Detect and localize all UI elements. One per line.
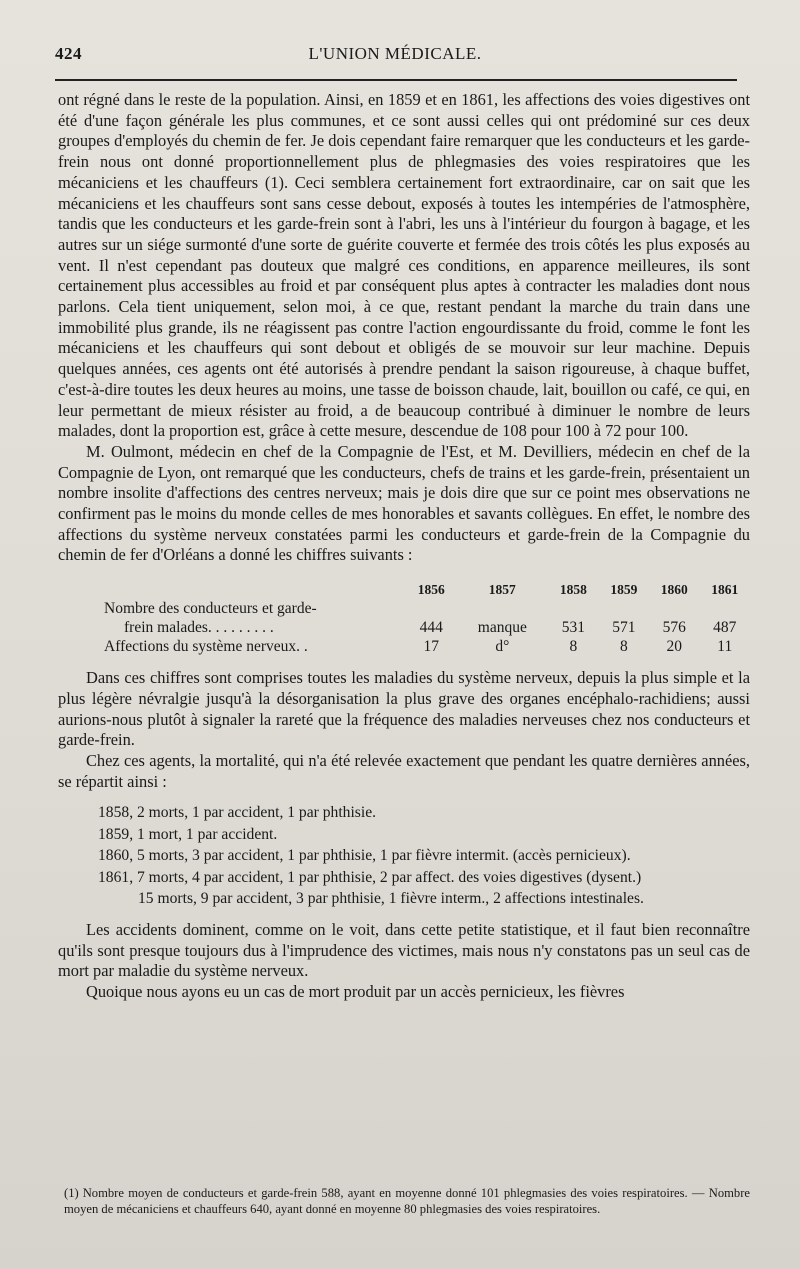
paragraph-6: Quoique nous ayons eu un cas de mort produit par un accès pernicieux, les fièvres [86, 982, 625, 1001]
mortality-total: 15 morts, 9 par accident, 3 par phthisie, 1 fièvre interm., 2 affections intestinales. [138, 890, 644, 908]
year-header: 1856 [417, 582, 445, 598]
footnote-text: Nombre moyen de conducteurs et garde-frein 588, ayant en moyenne donné 101 phlegmasies des voies respiratoires. — Nombre moyen de mécaniciens et chauffeurs 640, ayant donné en moyenne 80 phlegmasies des voies respiratoires. [64, 1186, 750, 1216]
paragraph-1: ont régné dans le reste de la population. Ainsi, en 1859 et en 1861, les affections des voies digestives ont été d'une façon générale les plus communes, et ce sont aussi celles qui ont prédominé sur ces deux groupes d'employés du chemin de fer. Je dois cependant faire remarquer que les conducteurs et les garde-frein nous ont donné proportionnellement plus de phlegmasies des voies respiratoires que les mécaniciens et les chauffeurs (1). Ceci semblera certainement fort extraordinaire, car on sait que les mécaniciens et les chauffeurs sont sans cesse debout, exposés à toutes les intempéries de l'atmosphère, tandis que les conducteurs et les garde-frein sont à l'abri, les uns à l'intérieur du fourgon à bagage, et les autres sur un siége surmonté d'une sorte de guérite couverte et fermée des trois côtés les plus exposés au vent. Il n'est cependant pas douteux que malgré ces conditions, en apparence meilleures, ils sont certainement plus accessibles au froid et par conséquent plus aptes à contracter les maladies dont nous parlons. Cela tient uniquement, selon moi, à ce que, restant pendant la marche du train dans une immobilité plus grande, ils ne réagissent pas contre l'action engourdissante du froid, comme le font les mécaniciens et les chauffeurs qui sont debout et obligés de se mouvoir sur leur machine. Depuis quelques années, ces agents ont été autorisés à prendre pendant la saison rigoureuse, à chaque buffet, c'est-à-dire toutes les deux heures au moins, une tasse de boisson chaude, lait, bouillon ou café, ce qui, en leur permettant de mieux résister au froid, a de beaucoup contribué à diminuer le nombre de leurs malades, dont la proportion est, grâce à cette mesure, descendue de 108 pour 100 à 72 pour 100. [58, 90, 750, 441]
table-row [58, 637, 750, 656]
table-header-row [58, 580, 750, 599]
row-label: Nombre des conducteurs et garde- [104, 600, 317, 618]
table-cell: 571 [612, 619, 636, 637]
table-row [58, 599, 750, 618]
page-number: 424 [55, 44, 82, 63]
list-item: 1860, 5 morts, 3 par accident, 1 par phthisie, 1 par fièvre intermit. (accès pernicieux). [98, 847, 631, 865]
running-title: L'UNION MÉDICALE. [308, 44, 482, 63]
list-item: 1861, 7 morts, 4 par accident, 1 par phthisie, 2 par affect. des voies digestives (dysent.) [98, 868, 642, 886]
year-header: 1861 [711, 582, 739, 598]
table-cell: 11 [717, 638, 733, 656]
table-cell: 8 [569, 638, 578, 656]
list-item: 1858, 2 morts, 1 par accident, 1 par phthisie. [98, 804, 377, 822]
table-cell: manque [477, 619, 527, 637]
list-item: 1859, 1 mort, 1 par accident. [98, 825, 278, 843]
nervous-affections-table [58, 580, 750, 656]
table-cell: 17 [423, 638, 439, 656]
year-header: 1859 [610, 582, 638, 598]
row-label: frein malades. . . . . . . . . [124, 619, 274, 637]
table-row [58, 618, 750, 637]
paragraph-2: M. Oulmont, médecin en chef de la Compagnie de l'Est, et M. Devilliers, médecin en chef de la Compagnie de Lyon, ont remarqué que les conducteurs, chefs de trains et les garde-frein, présentaient un nombre insolite d'affections des centres nerveux; mais je dois dire que sur ce point mes observations ne confirment pas le moins du monde celles de mes honorables et savants collègues. En effet, le nombre des affections du système nerveux constatées parmi les conducteurs et garde-frein de la Compagnie du chemin de fer d'Orléans a donné les chiffres suivants : [58, 441, 750, 565]
table-cell: 576 [662, 619, 686, 637]
year-header: 1858 [559, 582, 587, 598]
table-cell: 20 [666, 638, 683, 656]
body-text [58, 90, 750, 1003]
footnote [64, 1186, 750, 1217]
paragraph-5: Les accidents dominent, comme on le voit, dans cette petite statistique, et il faut bien reconnaître qu'ils sont presque toujours dus à l'imprudence des victimes, mais nous n'y constatons pas un seul cas de mort par maladie du système nerveux. [58, 919, 750, 981]
row-label: Affections du système nerveux. . [104, 638, 308, 656]
table-cell: 8 [619, 638, 628, 656]
footnote-mark: (1) [64, 1186, 79, 1200]
table-cell: 531 [561, 619, 585, 637]
mortality-list [58, 802, 750, 910]
table-cell: 444 [419, 619, 443, 637]
header-rule [55, 79, 737, 81]
year-header: 1857 [488, 582, 516, 598]
year-header: 1860 [660, 582, 688, 598]
table-cell: d° [495, 638, 510, 656]
paragraph-4: Chez ces agents, la mortalité, qui n'a été relevée exactement que pendant les quatre dernières années, se répartit ainsi : [58, 750, 750, 791]
table-cell: 487 [713, 619, 737, 637]
paragraph-3: Dans ces chiffres sont comprises toutes les maladies du système nerveux, depuis la plus simple et la plus légère névralgie jusqu'à la désorganisation la plus grave des organes encéphalo-rachidiens; aussi aurions-nous plutôt à signaler la rareté que la fréquence des maladies nerveuses chez nos conducteurs et garde-frein. [58, 668, 750, 750]
